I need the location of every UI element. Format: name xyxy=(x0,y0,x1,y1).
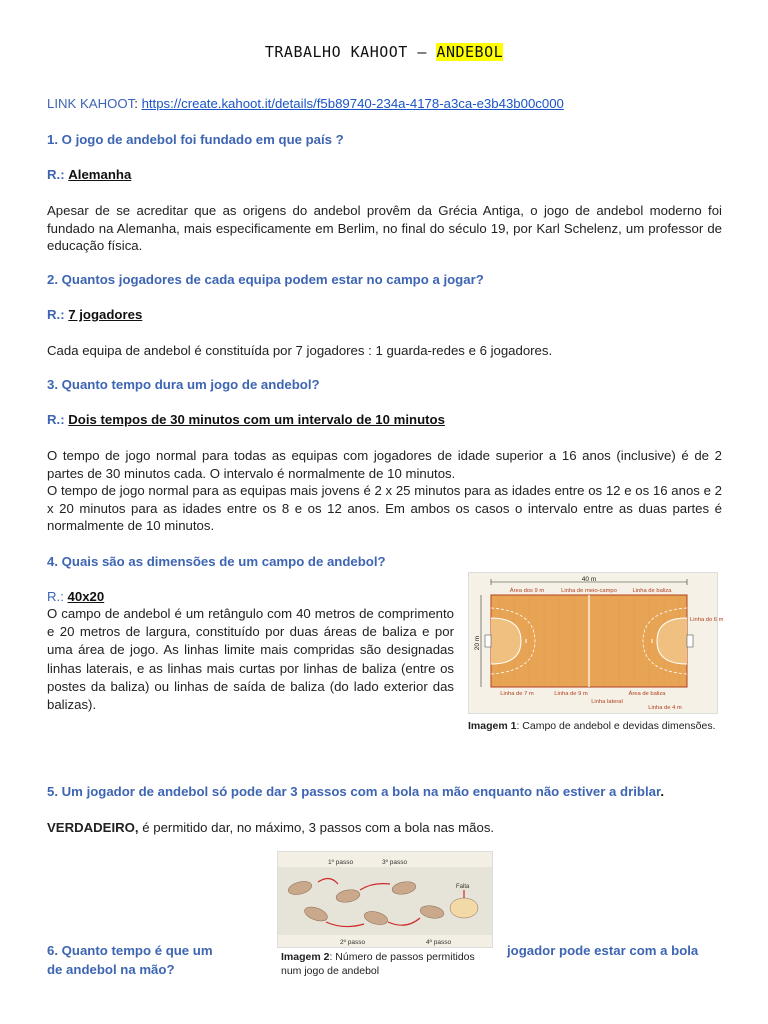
answer-4 xyxy=(47,589,104,604)
title-highlight: ANDEBOL xyxy=(436,43,504,61)
image-1-caption xyxy=(468,719,718,733)
link-label: LINK KAHOOT xyxy=(47,96,135,111)
image-2-caption-bold: Imagem 2 xyxy=(281,951,330,963)
label-40m: 40 m xyxy=(581,576,597,583)
paragraph-4 xyxy=(47,605,454,714)
kahoot-link[interactable]: https://create.kahoot.it/details/f5b89740-234a-4178-a3ca-e3b43b00c000 xyxy=(141,96,564,111)
label-falta: Falta xyxy=(456,884,470,890)
answer-5-bold: VERDADEIRO, xyxy=(47,820,139,835)
answer-3 xyxy=(47,412,445,427)
image-1-caption-text: : Campo de andebol e devidas dimensões. xyxy=(516,720,716,732)
goal-right xyxy=(687,635,693,647)
answer-5 xyxy=(47,820,494,835)
label-linha-6m: Linha do 6 m xyxy=(690,617,724,623)
paragraph-4-text: O campo de andebol é um retângulo com 40 metros de comprimento e 20 metros de largura, constituído por duas áreas de baliza e por uma área de jogo. As linhas limite mais compridas são designadas linhas laterais, e as linhas mais curtas por linhas de baliza (entre os postes da baliza) ou linhas de saída de baliza (do lado exterior das balizas). xyxy=(47,606,454,713)
answer-3-label: R.: xyxy=(47,412,65,427)
steps-diagram xyxy=(278,852,492,947)
answer-3-value: Dois tempos de 30 minutos com um intervalo de 10 minutos xyxy=(68,412,445,427)
label-step-2: 2º passo xyxy=(340,939,366,946)
label-step-3: 3º passo xyxy=(382,859,408,866)
steps-diagram-image xyxy=(277,851,493,948)
label-area9: Área dos 9 m xyxy=(509,588,545,594)
link-colon: : xyxy=(134,96,138,111)
answer-4-value: 40x20 xyxy=(67,589,105,604)
answer-1-label: R.: xyxy=(47,167,65,182)
answer-5-text: é permitido dar, no máximo, 3 passos com a bola nas mãos. xyxy=(138,820,495,835)
label-linha-lateral: Linha lateral xyxy=(591,699,623,705)
question-3: 3. Quanto tempo dura um jogo de andebol? xyxy=(47,377,320,392)
paragraph-3b-text: O tempo de jogo normal para as equipas mais jovens é 2 x 25 minutos para as idades entre os 12 e os 16 anos e 2 x 20 minutos para as idades entre os 8 e os 12 anos. Em ambos os casos o intervalo entre as duas partes é normalmente de 10 minutos. xyxy=(47,483,722,533)
title-prefix: TRABALHO KAHOOT – xyxy=(264,43,437,61)
paragraph-2-text: Cada equipa de andebol é constituída por 7 jogadores : 1 guarda-redes e 6 jogadores. xyxy=(47,343,553,358)
footprint-foul xyxy=(450,898,478,918)
paragraph-1 xyxy=(47,202,722,255)
label-linha-baliza: Linha de baliza xyxy=(632,588,672,594)
paragraph-3 xyxy=(47,447,722,535)
label-20m: 20 m xyxy=(474,635,481,651)
answer-4-label: R.: xyxy=(47,589,64,604)
label-linha-9m: Linha de 9 m xyxy=(554,691,588,697)
answer-1-value: Alemanha xyxy=(68,167,132,182)
image-1-caption-bold: Imagem 1 xyxy=(468,720,517,732)
question-4: 4. Quais são as dimensões de um campo de andebol? xyxy=(47,554,386,569)
paragraph-2 xyxy=(47,342,722,360)
question-6-part1: 6. Quanto tempo é que um xyxy=(47,943,213,958)
answer-2-label: R.: xyxy=(47,307,65,322)
question-5-period: . xyxy=(660,784,665,799)
paragraph-3a-text: O tempo de jogo normal para todas as equipas com jogadores de idade superior a 16 anos (inclusive) é de 2 partes de 30 minutos cada. O intervalo é normalmente de 10 minutos. xyxy=(47,448,722,481)
label-meio-campo: Linha de meio-campo xyxy=(561,588,617,594)
question-6-part3: de andebol na mão? xyxy=(47,962,175,977)
court-diagram xyxy=(469,573,724,713)
goal-left xyxy=(485,635,491,647)
question-2: 2. Quantos jogadores de cada equipa podem estar no campo a jogar? xyxy=(47,272,484,287)
question-1: 1. O jogo de andebol foi fundado em que país ? xyxy=(47,132,344,147)
page-title xyxy=(0,43,768,61)
answer-2 xyxy=(47,307,142,322)
image-2-caption xyxy=(281,950,491,978)
label-linha-4m: Linha de 4 m xyxy=(648,705,682,711)
label-step-4: 4º passo xyxy=(426,939,452,946)
answer-2-value: 7 jogadores xyxy=(68,307,143,322)
image-2-caption-text: : Número de passos permitidos num jogo de andebol xyxy=(281,951,475,977)
answer-1 xyxy=(47,167,131,182)
question-5 xyxy=(47,784,664,799)
question-6-part2: jogador pode estar com a bola xyxy=(507,943,699,958)
court-diagram-image xyxy=(468,572,724,714)
label-step-1: 1º passo xyxy=(328,859,354,866)
paragraph-1-text: Apesar de se acreditar que as origens do andebol provêm da Grécia Antiga, o jogo de andebol moderno foi fundado na Alemanha, mais especificamente em Berlim, no final do século 19, por Karl Schelenz, um professor de educação física. xyxy=(47,203,722,253)
question-5-text: 5. Um jogador de andebol só pode dar 3 passos com a bola na mão enquanto não estiver a driblar xyxy=(47,784,661,799)
kahoot-link-line xyxy=(47,96,564,111)
label-area-baliza: Área de baliza xyxy=(628,691,666,697)
label-linha-7m: Linha de 7 m xyxy=(500,691,534,697)
